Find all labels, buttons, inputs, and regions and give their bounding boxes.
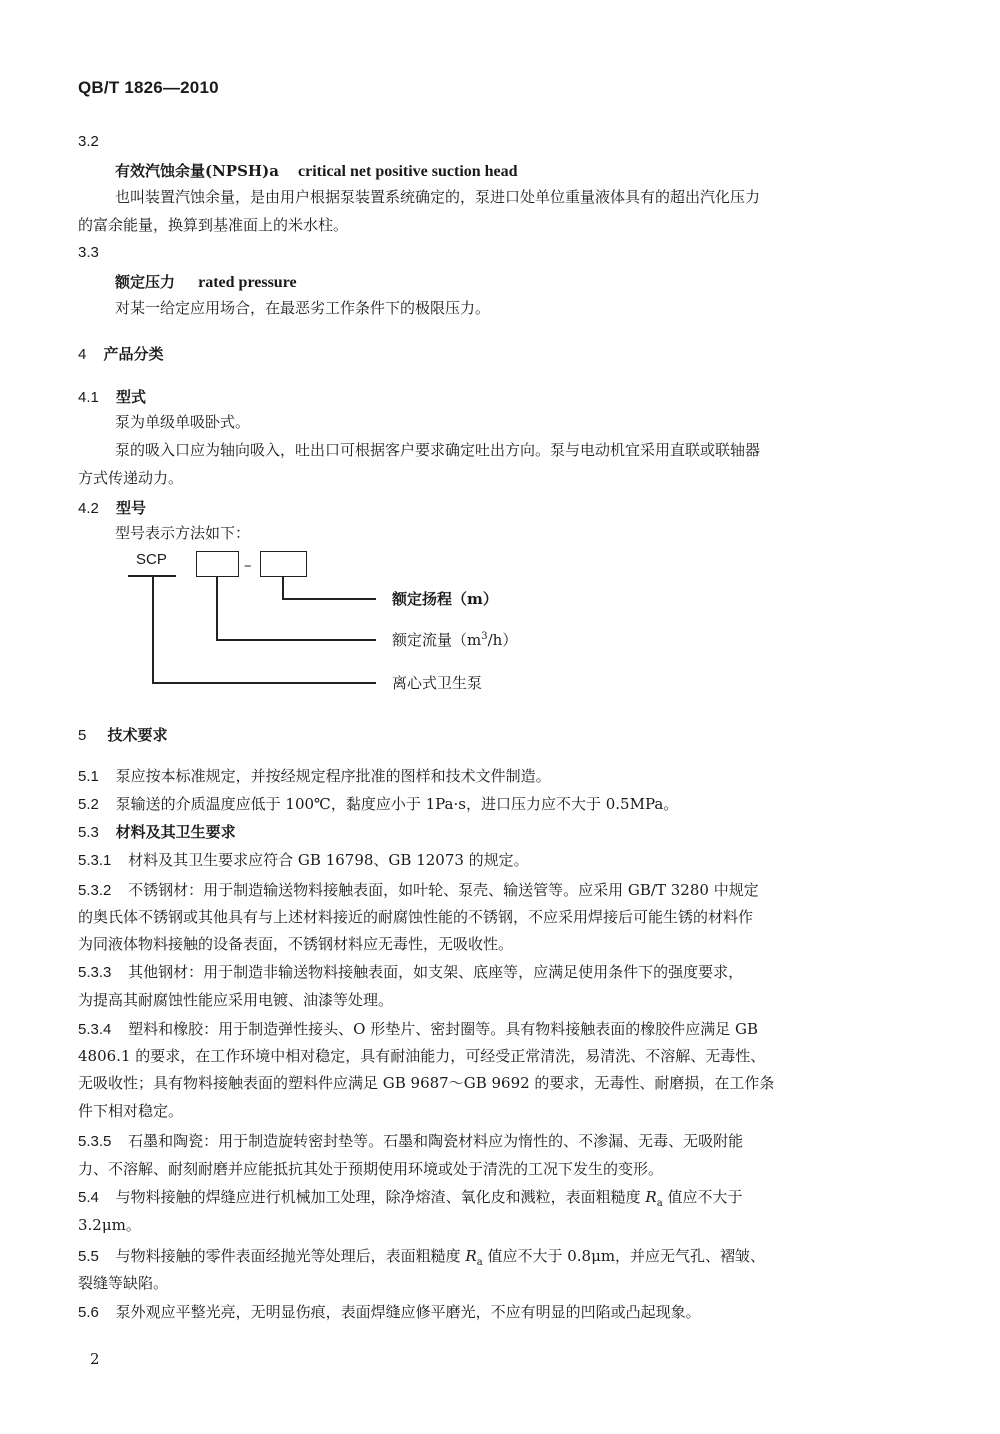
clause-5-5-text-post: 值应不大于 0.8μm，并应无气孔、褶皱、 — [482, 1247, 766, 1265]
standard-code-header: QB/T 1826—2010 — [78, 78, 219, 97]
clause-5-3-2-line1 — [78, 876, 759, 905]
clause-4-1-number: 4.1 — [78, 389, 99, 406]
clause-5-5-text-pre: 与物料接触的零件表面经抛光等处理后，表面粗糙度 — [115, 1247, 466, 1265]
clause-5-4-text-pre: 与物料接触的焊缝应进行机械加工处理，除净熔渣、氧化皮和溅粒，表面粗糙度 — [115, 1188, 646, 1206]
page-number: 2 — [90, 1350, 100, 1368]
model-dash: – — [244, 556, 252, 574]
clause-3-2-definition-line2: 的富余能量，换算到基准面上的米水柱。 — [78, 216, 349, 234]
clause-3-2-definition-line1: 也叫装置汽蚀余量，是由用户根据泵装置系统确定的，泵进口处单位重量液体具有的超出汽化压力 — [115, 188, 761, 206]
label-rated-head: 额定扬程（m） — [392, 590, 498, 608]
clause-3-3-term-en: rated pressure — [198, 274, 297, 291]
label-rated-flow — [392, 629, 517, 650]
clause-5-4-text-post: 值应不大于 — [662, 1188, 743, 1206]
clause-5-3-1 — [78, 846, 529, 875]
clause-5-1 — [78, 762, 551, 791]
clause-5-4-number: 5.4 — [78, 1189, 99, 1206]
clause-5-3-4-text: 塑料和橡胶：用于制造弹性接头、O 形垫片、密封圈等。具有物料接触表面的橡胶件应满足 GB — [128, 1020, 758, 1038]
clause-3-2-term-zh: 有效汽蚀余量(NPSH)a — [115, 162, 279, 180]
type-leader-horizontal — [152, 682, 376, 684]
clause-5-3-number: 5.3 — [78, 824, 99, 841]
head-leader-vertical — [282, 577, 284, 599]
head-leader-horizontal — [282, 598, 376, 600]
section-5-title: 技术要求 — [107, 726, 168, 744]
clause-5-3-5-line2: 力、不溶解、耐刻耐磨并应能抵抗其处于预期使用环境或处于清洗的工况下发生的变形。 — [78, 1160, 664, 1178]
clause-5-6 — [78, 1298, 701, 1327]
clause-5-3-4-line1 — [78, 1015, 758, 1044]
clause-5-5-ra-sub: a — [476, 1257, 483, 1268]
clause-5-6-text: 泵外观应平整光亮，无明显伤痕，表面焊缝应修平磨光，不应有明显的凹陷或凸起现象。 — [115, 1303, 701, 1321]
clause-5-3-1-text: 材料及其卫生要求应符合 GB 16798、GB 12073 的规定。 — [128, 851, 529, 869]
clause-5-6-number: 5.6 — [78, 1304, 99, 1321]
clause-5-3-3-text: 其他钢材：用于制造非输送物料接触表面，如支架、底座等，应满足使用条件下的强度要求， — [128, 963, 744, 981]
clause-5-3-4-line3: 无吸收性；具有物料接触表面的塑料件应满足 GB 9687～GB 9692 的要求，无毒性、耐磨损，在工作条 — [78, 1074, 775, 1092]
section-5-heading — [78, 724, 167, 745]
clause-5-3-2-text: 不锈钢材：用于制造输送物料接触表面，如叶轮、泵壳、输送管等。应采用 GB/T 3280 中规定 — [128, 881, 759, 899]
clause-3-2-term-en: critical net positive suction head — [298, 163, 518, 180]
clause-4-1-p1: 泵为单级单吸卧式。 — [115, 413, 251, 431]
clause-5-2-number: 5.2 — [78, 796, 99, 813]
clause-5-2 — [78, 790, 678, 819]
clause-5-3-2-number: 5.3.2 — [78, 882, 112, 899]
clause-5-3-2-line2: 的奥氏体不锈钢或其他具有与上述材料接近的耐腐蚀性能的不锈钢，不应采用焊接后可能生锈的材料作 — [78, 908, 754, 926]
label-rated-flow-text: 额定流量（m — [392, 631, 482, 649]
clause-4-1-heading — [78, 386, 146, 407]
label-rated-flow-unit: /h） — [487, 631, 518, 649]
clause-5-3-5-line1 — [78, 1127, 743, 1156]
clause-5-5-ra: R — [465, 1247, 477, 1265]
clause-5-3-5-text: 石墨和陶瓷：用于制造旋转密封垫等。石墨和陶瓷材料应为惰性的、不渗漏、无毒、无吸附能 — [128, 1132, 744, 1150]
clause-4-2-title: 型号 — [115, 499, 146, 517]
clause-5-3-5-number: 5.3.5 — [78, 1133, 112, 1150]
clause-4-2-number: 4.2 — [78, 500, 99, 517]
clause-5-3-title: 材料及其卫生要求 — [115, 823, 236, 841]
clause-4-1-p2-line2: 方式传递动力。 — [78, 469, 184, 487]
label-pump-type: 离心式卫生泵 — [392, 674, 483, 692]
clause-5-3-4-number: 5.3.4 — [78, 1021, 112, 1038]
clause-3-2-number: 3.2 — [78, 133, 99, 150]
clause-5-5-number: 5.5 — [78, 1248, 99, 1265]
clause-5-4-line2: 3.2μm。 — [78, 1216, 141, 1234]
type-leader-vertical — [152, 577, 154, 683]
model-prefix: SCP — [136, 551, 167, 568]
flow-leader-vertical — [216, 577, 218, 640]
section-4-title: 产品分类 — [103, 345, 164, 363]
clause-4-1-p2-line1: 泵的吸入口应为轴向吸入，吐出口可根据客户要求确定吐出方向。泵与电动机宜采用直联或联轴器 — [115, 441, 761, 459]
clause-5-3-2-line3: 为同液体物料接触的设备表面，不锈钢材料应无毒性，无吸收性。 — [78, 935, 514, 953]
clause-3-3-term — [115, 271, 297, 292]
head-box — [260, 551, 307, 577]
clause-5-3-3-line2: 为提高其耐腐蚀性能应采用电镀、油漆等处理。 — [78, 991, 394, 1009]
clause-5-3-3-line1 — [78, 958, 743, 987]
clause-5-2-text: 泵输送的介质温度应低于 100℃，黏度应小于 1Pa·s，进口压力应不大于 0.5MPa。 — [115, 795, 679, 813]
clause-4-2-heading — [78, 497, 146, 518]
clause-5-5-line2: 裂缝等缺陷。 — [78, 1274, 169, 1292]
clause-5-3-1-number: 5.3.1 — [78, 852, 112, 869]
clause-4-1-title: 型式 — [115, 388, 146, 406]
clause-5-1-text: 泵应按本标准规定，并按经规定程序批准的图样和技术文件制造。 — [115, 767, 551, 785]
clause-3-3-term-zh: 额定压力 — [115, 273, 176, 291]
clause-4-2-intro: 型号表示方法如下： — [115, 524, 251, 542]
section-4-number: 4 — [78, 346, 87, 363]
section-5-number: 5 — [78, 727, 87, 744]
clause-5-3 — [78, 818, 236, 847]
label-rated-flow-superscript: 3 — [481, 631, 488, 642]
clause-5-3-3-number: 5.3.3 — [78, 964, 112, 981]
section-4-heading — [78, 343, 163, 364]
clause-5-3-4-line2: 4806.1 的要求，在工作环境中相对稳定，具有耐油能力，可经受正常清洗，易清洗、不溶解、无毒性、 — [78, 1047, 766, 1065]
clause-5-4-ra-sub: a — [656, 1198, 663, 1209]
clause-5-5-line1 — [78, 1242, 765, 1277]
clause-3-2-term — [115, 160, 518, 181]
clause-3-3-number: 3.3 — [78, 244, 99, 261]
clause-5-4-ra: R — [645, 1188, 657, 1206]
clause-5-3-4-line4: 件下相对稳定。 — [78, 1102, 184, 1120]
flow-box — [196, 551, 239, 577]
clause-5-4-line1 — [78, 1183, 742, 1218]
clause-5-1-number: 5.1 — [78, 768, 99, 785]
clause-3-3-definition: 对某一给定应用场合，在最恶劣工作条件下的极限压力。 — [115, 299, 491, 317]
flow-leader-horizontal — [216, 639, 376, 641]
